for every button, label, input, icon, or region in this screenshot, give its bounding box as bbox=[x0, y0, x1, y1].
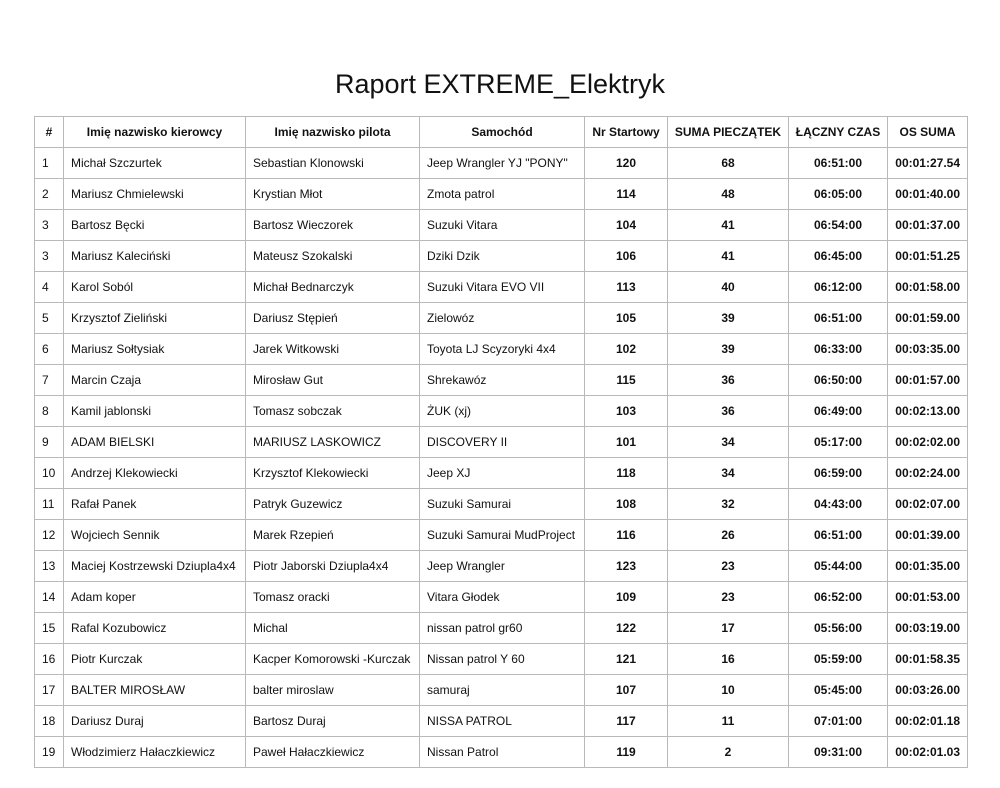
cell-stamps-total: 48 bbox=[668, 179, 789, 210]
results-table bbox=[34, 116, 968, 768]
cell-start-number: 116 bbox=[585, 520, 668, 551]
cell-position: 3 bbox=[35, 210, 64, 241]
cell-car: Toyota LJ Scyzoryki 4x4 bbox=[420, 334, 585, 365]
cell-os-total: 00:02:02.00 bbox=[888, 427, 968, 458]
cell-driver: BALTER MIROSŁAW bbox=[64, 675, 246, 706]
cell-stamps-total: 39 bbox=[668, 303, 789, 334]
cell-stamps-total: 23 bbox=[668, 551, 789, 582]
cell-stamps-total: 16 bbox=[668, 644, 789, 675]
cell-pilot: Sebastian Klonowski bbox=[246, 148, 420, 179]
cell-os-total: 00:01:37.00 bbox=[888, 210, 968, 241]
cell-pilot: Marek Rzepień bbox=[246, 520, 420, 551]
cell-os-total: 00:01:58.00 bbox=[888, 272, 968, 303]
table-row bbox=[35, 179, 968, 210]
cell-os-total: 00:03:26.00 bbox=[888, 675, 968, 706]
cell-pilot: Tomasz sobczak bbox=[246, 396, 420, 427]
cell-position: 11 bbox=[35, 489, 64, 520]
cell-total-time: 09:31:00 bbox=[789, 737, 888, 768]
cell-pilot: Mateusz Szokalski bbox=[246, 241, 420, 272]
cell-start-number: 120 bbox=[585, 148, 668, 179]
cell-driver: Mariusz Kaleciński bbox=[64, 241, 246, 272]
table-row bbox=[35, 272, 968, 303]
column-header-driver: Imię nazwisko kierowcy bbox=[64, 117, 246, 148]
column-header-number: # bbox=[35, 117, 64, 148]
cell-os-total: 00:03:19.00 bbox=[888, 613, 968, 644]
cell-start-number: 107 bbox=[585, 675, 668, 706]
cell-os-total: 00:02:13.00 bbox=[888, 396, 968, 427]
cell-start-number: 121 bbox=[585, 644, 668, 675]
table-row bbox=[35, 675, 968, 706]
cell-stamps-total: 11 bbox=[668, 706, 789, 737]
cell-pilot: MARIUSZ LASKOWICZ bbox=[246, 427, 420, 458]
cell-start-number: 108 bbox=[585, 489, 668, 520]
cell-os-total: 00:03:35.00 bbox=[888, 334, 968, 365]
cell-stamps-total: 34 bbox=[668, 458, 789, 489]
cell-position: 7 bbox=[35, 365, 64, 396]
cell-driver: Mariusz Chmielewski bbox=[64, 179, 246, 210]
cell-total-time: 06:59:00 bbox=[789, 458, 888, 489]
cell-os-total: 00:02:01.18 bbox=[888, 706, 968, 737]
cell-total-time: 06:51:00 bbox=[789, 148, 888, 179]
cell-driver: Marcin Czaja bbox=[64, 365, 246, 396]
cell-pilot: Mirosław Gut bbox=[246, 365, 420, 396]
cell-os-total: 00:01:35.00 bbox=[888, 551, 968, 582]
cell-os-total: 00:01:58.35 bbox=[888, 644, 968, 675]
cell-stamps-total: 40 bbox=[668, 272, 789, 303]
cell-position: 8 bbox=[35, 396, 64, 427]
cell-total-time: 06:05:00 bbox=[789, 179, 888, 210]
cell-os-total: 00:01:39.00 bbox=[888, 520, 968, 551]
cell-car: DISCOVERY II bbox=[420, 427, 585, 458]
cell-driver: Maciej Kostrzewski Dziupla4x4 bbox=[64, 551, 246, 582]
cell-position: 10 bbox=[35, 458, 64, 489]
cell-stamps-total: 36 bbox=[668, 365, 789, 396]
cell-total-time: 06:45:00 bbox=[789, 241, 888, 272]
cell-start-number: 114 bbox=[585, 179, 668, 210]
cell-total-time: 06:12:00 bbox=[789, 272, 888, 303]
cell-car: NISSA PATROL bbox=[420, 706, 585, 737]
cell-pilot: Tomasz oracki bbox=[246, 582, 420, 613]
cell-car: Shrekawóz bbox=[420, 365, 585, 396]
cell-driver: Krzysztof Zieliński bbox=[64, 303, 246, 334]
cell-position: 4 bbox=[35, 272, 64, 303]
cell-stamps-total: 2 bbox=[668, 737, 789, 768]
column-header-total-time: ŁĄCZNY CZAS bbox=[789, 117, 888, 148]
cell-position: 3 bbox=[35, 241, 64, 272]
cell-position: 18 bbox=[35, 706, 64, 737]
cell-os-total: 00:01:27.54 bbox=[888, 148, 968, 179]
cell-total-time: 05:56:00 bbox=[789, 613, 888, 644]
cell-pilot: Paweł Hałaczkiewicz bbox=[246, 737, 420, 768]
cell-driver: ADAM BIELSKI bbox=[64, 427, 246, 458]
cell-os-total: 00:01:59.00 bbox=[888, 303, 968, 334]
cell-start-number: 115 bbox=[585, 365, 668, 396]
cell-start-number: 109 bbox=[585, 582, 668, 613]
column-header-pilot: Imię nazwisko pilota bbox=[246, 117, 420, 148]
cell-start-number: 103 bbox=[585, 396, 668, 427]
cell-pilot: Piotr Jaborski Dziupla4x4 bbox=[246, 551, 420, 582]
cell-car: Nissan Patrol bbox=[420, 737, 585, 768]
table-header-row bbox=[35, 117, 968, 148]
cell-driver: Włodzimierz Hałaczkiewicz bbox=[64, 737, 246, 768]
cell-stamps-total: 36 bbox=[668, 396, 789, 427]
page-title: Raport EXTREME_Elektryk bbox=[334, 69, 666, 99]
table-body bbox=[35, 148, 968, 768]
cell-total-time: 04:43:00 bbox=[789, 489, 888, 520]
cell-total-time: 06:54:00 bbox=[789, 210, 888, 241]
cell-position: 2 bbox=[35, 179, 64, 210]
cell-total-time: 07:01:00 bbox=[789, 706, 888, 737]
cell-driver: Mariusz Sołtysiak bbox=[64, 334, 246, 365]
cell-start-number: 118 bbox=[585, 458, 668, 489]
cell-os-total: 00:02:24.00 bbox=[888, 458, 968, 489]
cell-stamps-total: 17 bbox=[668, 613, 789, 644]
cell-car: Dziki Dzik bbox=[420, 241, 585, 272]
cell-total-time: 06:52:00 bbox=[789, 582, 888, 613]
cell-pilot: Kacper Komorowski -Kurczak bbox=[246, 644, 420, 675]
cell-driver: Wojciech Sennik bbox=[64, 520, 246, 551]
table-row bbox=[35, 210, 968, 241]
cell-total-time: 05:17:00 bbox=[789, 427, 888, 458]
cell-total-time: 05:45:00 bbox=[789, 675, 888, 706]
cell-position: 15 bbox=[35, 613, 64, 644]
cell-driver: Andrzej Klekowiecki bbox=[64, 458, 246, 489]
table-row bbox=[35, 613, 968, 644]
column-header-start-number: Nr Startowy bbox=[585, 117, 668, 148]
cell-pilot: Bartosz Wieczorek bbox=[246, 210, 420, 241]
cell-os-total: 00:02:07.00 bbox=[888, 489, 968, 520]
cell-total-time: 06:49:00 bbox=[789, 396, 888, 427]
cell-driver: Rafał Panek bbox=[64, 489, 246, 520]
cell-car: Zielowóz bbox=[420, 303, 585, 334]
cell-os-total: 00:01:51.25 bbox=[888, 241, 968, 272]
table-row bbox=[35, 241, 968, 272]
table-row bbox=[35, 489, 968, 520]
cell-driver: Kamil jablonski bbox=[64, 396, 246, 427]
cell-car: Jeep Wrangler YJ "PONY" bbox=[420, 148, 585, 179]
table-row bbox=[35, 396, 968, 427]
cell-driver: Dariusz Duraj bbox=[64, 706, 246, 737]
cell-car: Nissan patrol Y 60 bbox=[420, 644, 585, 675]
cell-car: Zmota patrol bbox=[420, 179, 585, 210]
cell-os-total: 00:01:40.00 bbox=[888, 179, 968, 210]
cell-stamps-total: 26 bbox=[668, 520, 789, 551]
cell-pilot: Dariusz Stępień bbox=[246, 303, 420, 334]
cell-car: Jeep Wrangler bbox=[420, 551, 585, 582]
cell-start-number: 105 bbox=[585, 303, 668, 334]
table-row bbox=[35, 334, 968, 365]
cell-stamps-total: 32 bbox=[668, 489, 789, 520]
cell-total-time: 05:59:00 bbox=[789, 644, 888, 675]
cell-car: ŻUK (xj) bbox=[420, 396, 585, 427]
table-row bbox=[35, 365, 968, 396]
cell-start-number: 113 bbox=[585, 272, 668, 303]
cell-car: Suzuki Vitara bbox=[420, 210, 585, 241]
cell-start-number: 101 bbox=[585, 427, 668, 458]
table-row bbox=[35, 551, 968, 582]
table-row bbox=[35, 737, 968, 768]
cell-stamps-total: 68 bbox=[668, 148, 789, 179]
cell-start-number: 119 bbox=[585, 737, 668, 768]
cell-car: Suzuki Samurai bbox=[420, 489, 585, 520]
cell-car: nissan patrol gr60 bbox=[420, 613, 585, 644]
cell-stamps-total: 34 bbox=[668, 427, 789, 458]
cell-start-number: 102 bbox=[585, 334, 668, 365]
table-row bbox=[35, 644, 968, 675]
cell-car: samuraj bbox=[420, 675, 585, 706]
cell-driver: Piotr Kurczak bbox=[64, 644, 246, 675]
cell-driver: Rafal Kozubowicz bbox=[64, 613, 246, 644]
cell-driver: Adam koper bbox=[64, 582, 246, 613]
cell-start-number: 104 bbox=[585, 210, 668, 241]
table-row bbox=[35, 303, 968, 334]
cell-start-number: 122 bbox=[585, 613, 668, 644]
cell-position: 16 bbox=[35, 644, 64, 675]
cell-stamps-total: 41 bbox=[668, 210, 789, 241]
table-row bbox=[35, 458, 968, 489]
cell-os-total: 00:01:53.00 bbox=[888, 582, 968, 613]
table-row bbox=[35, 520, 968, 551]
cell-position: 5 bbox=[35, 303, 64, 334]
table-row bbox=[35, 706, 968, 737]
cell-car: Jeep XJ bbox=[420, 458, 585, 489]
cell-driver: Bartosz Bęcki bbox=[64, 210, 246, 241]
column-header-stamps-total: SUMA PIECZĄTEK bbox=[668, 117, 789, 148]
cell-pilot: Krystian Młot bbox=[246, 179, 420, 210]
cell-position: 9 bbox=[35, 427, 64, 458]
cell-position: 17 bbox=[35, 675, 64, 706]
cell-stamps-total: 39 bbox=[668, 334, 789, 365]
cell-os-total: 00:02:01.03 bbox=[888, 737, 968, 768]
cell-driver: Karol Soból bbox=[64, 272, 246, 303]
cell-total-time: 05:44:00 bbox=[789, 551, 888, 582]
table-row bbox=[35, 427, 968, 458]
cell-start-number: 123 bbox=[585, 551, 668, 582]
cell-position: 12 bbox=[35, 520, 64, 551]
cell-pilot: Michal bbox=[246, 613, 420, 644]
cell-pilot: Bartosz Duraj bbox=[246, 706, 420, 737]
column-header-car: Samochód bbox=[420, 117, 585, 148]
cell-start-number: 117 bbox=[585, 706, 668, 737]
cell-position: 6 bbox=[35, 334, 64, 365]
cell-total-time: 06:51:00 bbox=[789, 303, 888, 334]
cell-total-time: 06:33:00 bbox=[789, 334, 888, 365]
cell-pilot: Michał Bednarczyk bbox=[246, 272, 420, 303]
cell-position: 19 bbox=[35, 737, 64, 768]
cell-car: Suzuki Vitara EVO VII bbox=[420, 272, 585, 303]
cell-pilot: Jarek Witkowski bbox=[246, 334, 420, 365]
cell-car: Suzuki Samurai MudProject bbox=[420, 520, 585, 551]
cell-car: Vitara Głodek bbox=[420, 582, 585, 613]
cell-pilot: Krzysztof Klekowiecki bbox=[246, 458, 420, 489]
cell-position: 1 bbox=[35, 148, 64, 179]
column-header-os-total: OS SUMA bbox=[888, 117, 968, 148]
table-row bbox=[35, 148, 968, 179]
table-row bbox=[35, 582, 968, 613]
cell-stamps-total: 10 bbox=[668, 675, 789, 706]
cell-pilot: Patryk Guzewicz bbox=[246, 489, 420, 520]
cell-total-time: 06:50:00 bbox=[789, 365, 888, 396]
cell-os-total: 00:01:57.00 bbox=[888, 365, 968, 396]
cell-position: 13 bbox=[35, 551, 64, 582]
cell-driver: Michał Szczurtek bbox=[64, 148, 246, 179]
cell-pilot: balter miroslaw bbox=[246, 675, 420, 706]
cell-total-time: 06:51:00 bbox=[789, 520, 888, 551]
cell-stamps-total: 41 bbox=[668, 241, 789, 272]
cell-position: 14 bbox=[35, 582, 64, 613]
cell-start-number: 106 bbox=[585, 241, 668, 272]
cell-stamps-total: 23 bbox=[668, 582, 789, 613]
